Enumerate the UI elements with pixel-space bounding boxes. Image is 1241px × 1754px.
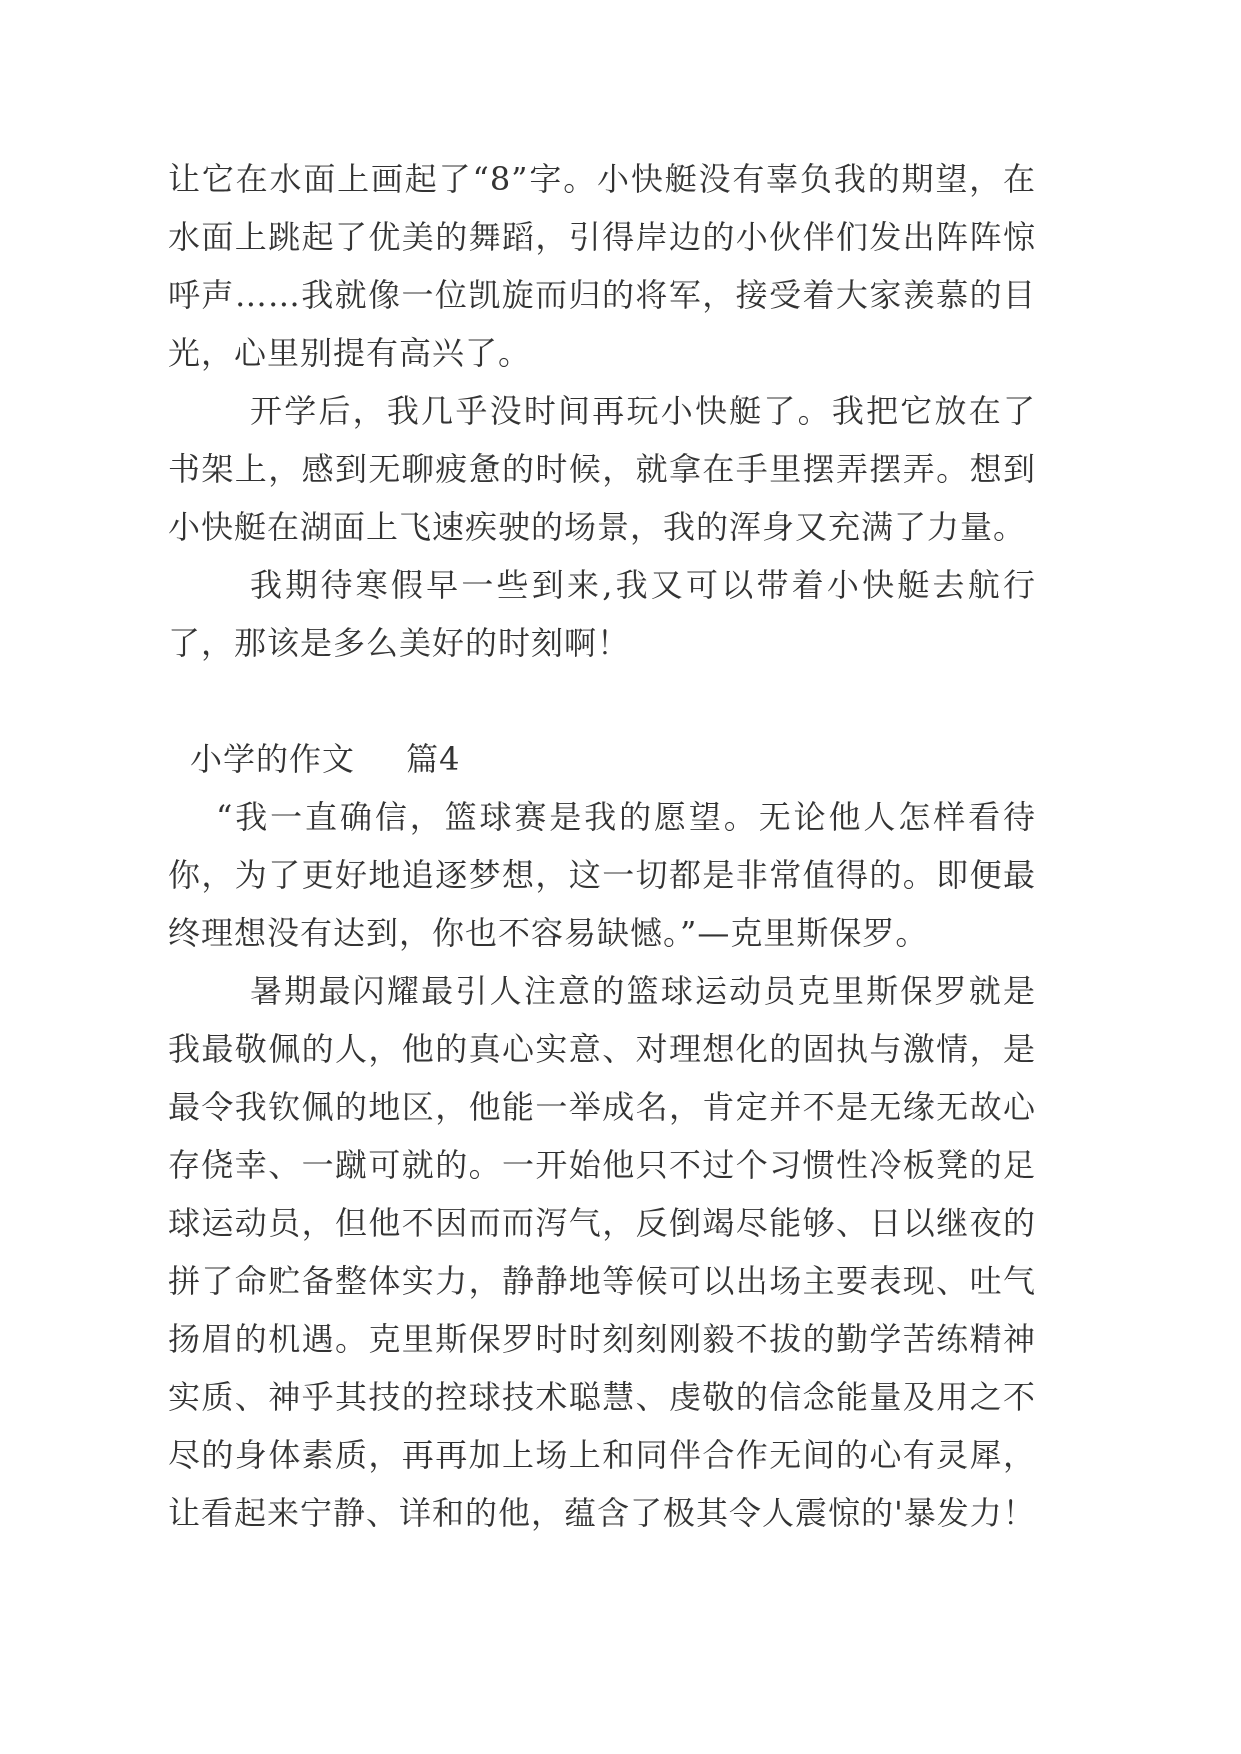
paragraph: 暑期最闪耀最引人注意的篮球运动员克里斯保罗就是我最敬佩的人，他的真心实意、对理想化的固执与激情，是最令我钦佩的地区，他能一举成名，肯定并不是无缘无故心存侥幸、一蹴可就的。一开始他只不过个习惯性冷板凳的足球运动员，但他不因而而泻气，反倒竭尽能够、日以继夜的拼了命贮备整体实力，静静地等候可以出场主要表现、吐气扬眉的机遇。克里斯保罗时时刻刻刚毅不拔的勤学苦练精神实质、神乎其技的控球技术聪慧、虔敬的信念能量及用之不尽的身体素质，再再加上场上和同伴合作无间的心有灵犀，让看起来宁静、详和的他，蕴含了极其令人震惊的'暴发力！ (168, 972, 1036, 1532)
paragraph-continuation: 让它在水面上画起了“8”字。小快艇没有辜负我的期望，在水面上跳起了优美的舞蹈，引得岸边的小伙伴们发出阵阵惊呼声……我就像一位凯旋而归的将军，接受着大家羡慕的目光，心里别提有高兴了。 (168, 160, 1036, 372)
paragraph: 开学后，我几乎没时间再玩小快艇了。我把它放在了书架上，感到无聊疲惫的时候，就拿在手里摆弄摆弄。想到小快艇在湖面上飞速疾驶的场景，我的浑身又充满了力量。 (168, 392, 1036, 546)
paragraph: 我期待寒假早一些到来,我又可以带着小快艇去航行了，那该是多么美好的时刻啊！ (168, 566, 1036, 662)
paragraph-quote: “我一直确信，篮球赛是我的愿望。无论他人怎样看待你，为了更好地追逐梦想，这一切都是非常值得的。即便最终理想没有达到，你也不容易缺憾。”—克里斯保罗。 (168, 798, 1036, 952)
section-heading: 小学的作文 篇4 (190, 740, 461, 778)
essay-content (168, 150, 1036, 1542)
